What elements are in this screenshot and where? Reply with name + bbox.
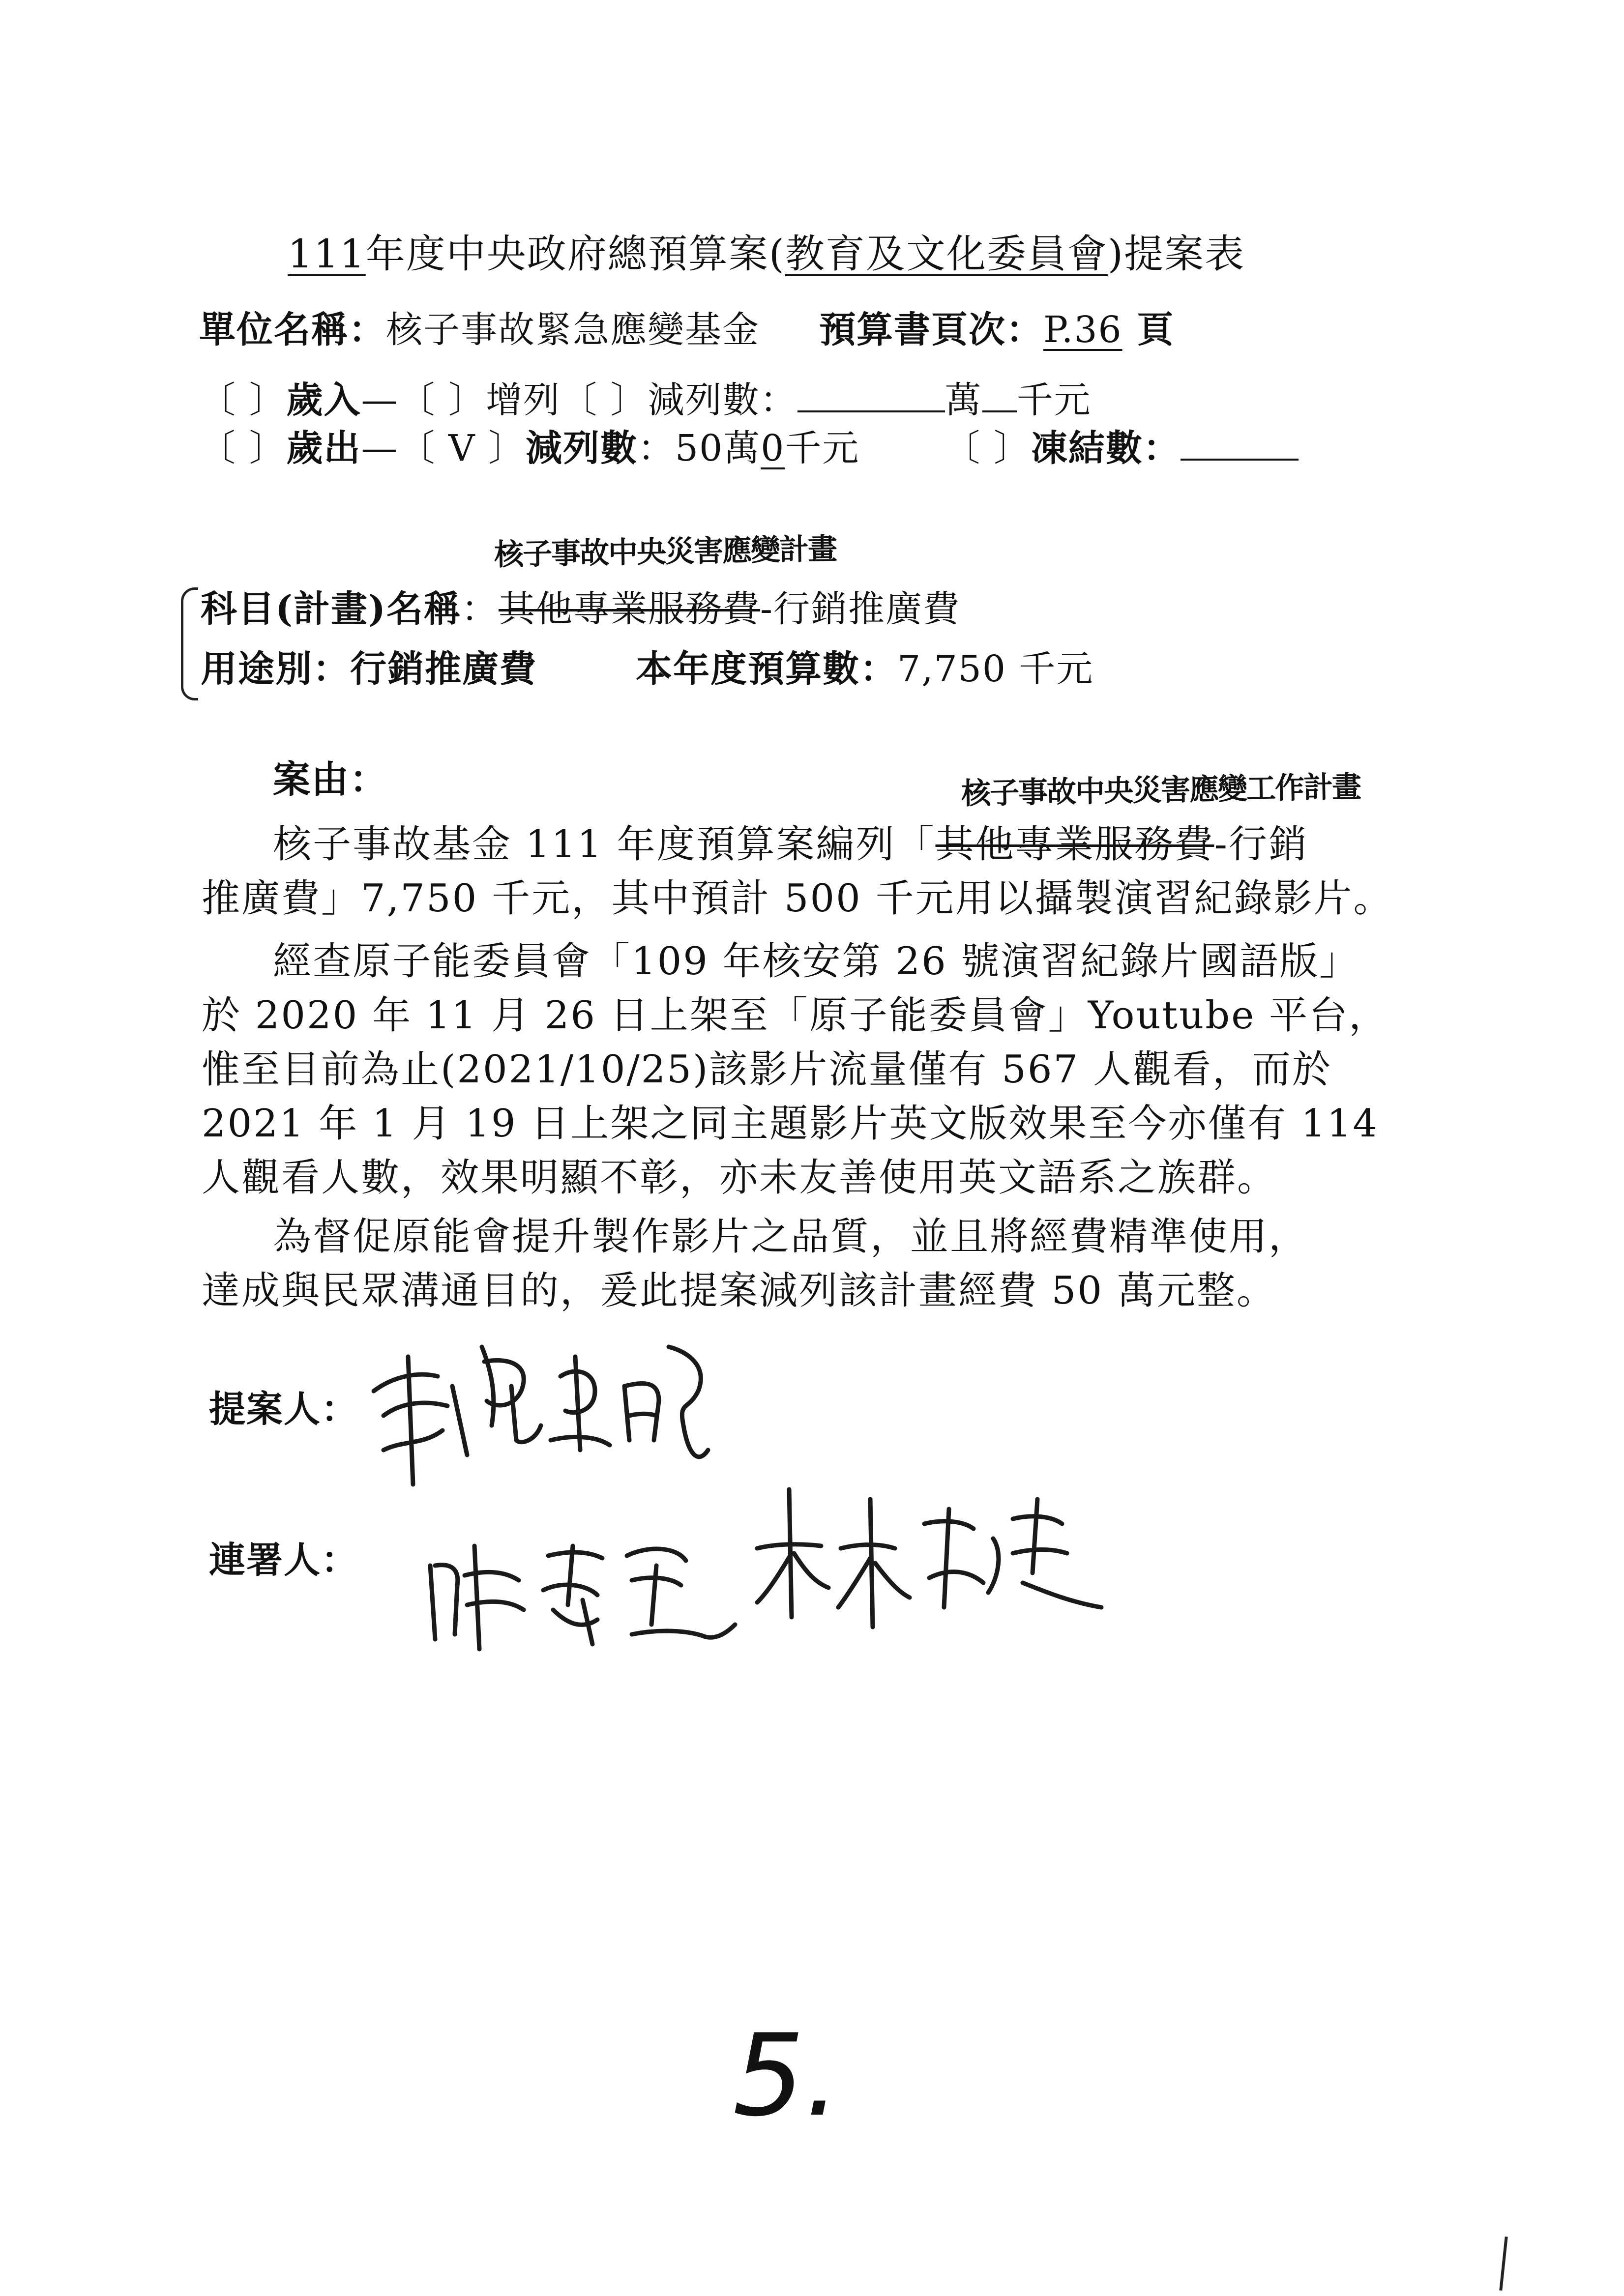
handwritten-reason-correction: 核子事故中央災害應變工作計畫 [961, 769, 1361, 812]
budget-value: 7,750 千元 [897, 648, 1094, 690]
freeze-label: 凍結數： [1031, 427, 1181, 469]
reason-p3-line2: 達成與民眾溝通目的，爰此提案減列該計畫經費 50 萬元整。 [202, 1269, 1276, 1313]
expense-checkbox: 〔 〕 [199, 427, 287, 469]
subject-line: 科目(計畫)名稱：其他專業服務費-行銷推廣費 [201, 588, 961, 630]
proposer-signature [364, 1327, 757, 1494]
revenue-wan-blank [797, 380, 945, 412]
reason-p2-line2: 於 2020 年 11 月 26 日上架至「原子能委員會」Youtube 平台， [202, 993, 1389, 1038]
usage-line [201, 640, 1093, 692]
reason-struck-text: 其他專業服務費 [935, 822, 1214, 867]
reason-p1-line2: 推廣費」7,750 千元，其中預計 500 千元用以攝製演習紀錄影片。 [202, 876, 1393, 921]
handwritten-subject-correction: 核子事故中央災害應變計畫 [494, 531, 837, 573]
page-unit: 頁 [1137, 309, 1175, 351]
subject-label: 科目(計畫)名稱 [201, 588, 462, 630]
margin-mark [1499, 2237, 1507, 2291]
reason-p2-line3: 惟至目前為止(2021/10/25)該影片流量僅有 567 人觀看，而於 [202, 1047, 1332, 1092]
document-title: 111年度中央政府總預算案(教育及文化委員會)提案表 [288, 231, 1245, 277]
unit-label: 單位名稱： [199, 309, 386, 351]
reason-p2-line5: 人觀看人數，效果明顯不彰，亦未友善使用英文語系之族群。 [202, 1156, 1277, 1200]
page-value: P.36 [1043, 309, 1122, 351]
reduce-qian-value: 0 [761, 427, 785, 469]
reason-p2-line4: 2021 年 1 月 19 日上架之同主題影片英文版效果至今亦僅有 114 [202, 1102, 1379, 1146]
revenue-reduce-checkbox: 〔 〕 [561, 379, 648, 421]
title-committee: 教育及文化委員會 [785, 231, 1108, 277]
cosigner-signature-1 [420, 1526, 760, 1654]
freeze-checkbox: 〔 〕 [944, 427, 1031, 469]
revenue-line: 〔 〕歲入—〔 〕增列〔 〕減列數： 萬 千元 [199, 379, 1092, 421]
brace [181, 587, 198, 700]
cosigner-signature-2 [747, 1470, 1121, 1637]
unit-line [199, 301, 1175, 353]
usage-value: 行銷推廣費 [350, 648, 537, 690]
unit-value: 核子事故緊急應變基金 [386, 309, 760, 351]
cosigner-label: 連署人： [209, 1539, 358, 1581]
reduce-wan-value: 50 [675, 427, 724, 469]
freeze-blank [1181, 428, 1299, 461]
page-number: 5. [733, 2010, 841, 2142]
expense-reduce-checkbox: 〔 V 〕 [398, 427, 526, 469]
subject-struck-text: 其他專業服務費 [499, 588, 761, 630]
page-label: 預算書頁次： [819, 309, 1044, 351]
subject-rest: -行銷推廣費 [760, 588, 961, 630]
usage-label: 用途別： [201, 648, 350, 690]
reason-p2-line1: 經查原子能委員會「109 年核安第 26 號演習紀錄片國語版」 [273, 939, 1359, 984]
reason-p3-line1: 為督促原能會提升製作影片之品質，並且將經費精準使用， [273, 1215, 1309, 1259]
proposer-label: 提案人： [209, 1388, 358, 1430]
revenue-add-checkbox: 〔 〕 [398, 379, 486, 421]
budget-label: 本年度預算數： [636, 648, 898, 690]
title-year: 111 [288, 231, 366, 277]
expense-line: 〔 〕歲出—〔 V 〕減列數：50萬0千元 〔 〕凍結數： [199, 419, 1299, 471]
revenue-checkbox: 〔 〕 [199, 379, 287, 421]
revenue-qian-blank [982, 380, 1017, 412]
reason-label: 案由： [273, 757, 388, 801]
reason-p1-line1: 核子事故基金 111 年度預算案編列「其他專業服務費-行銷 [273, 822, 1308, 867]
